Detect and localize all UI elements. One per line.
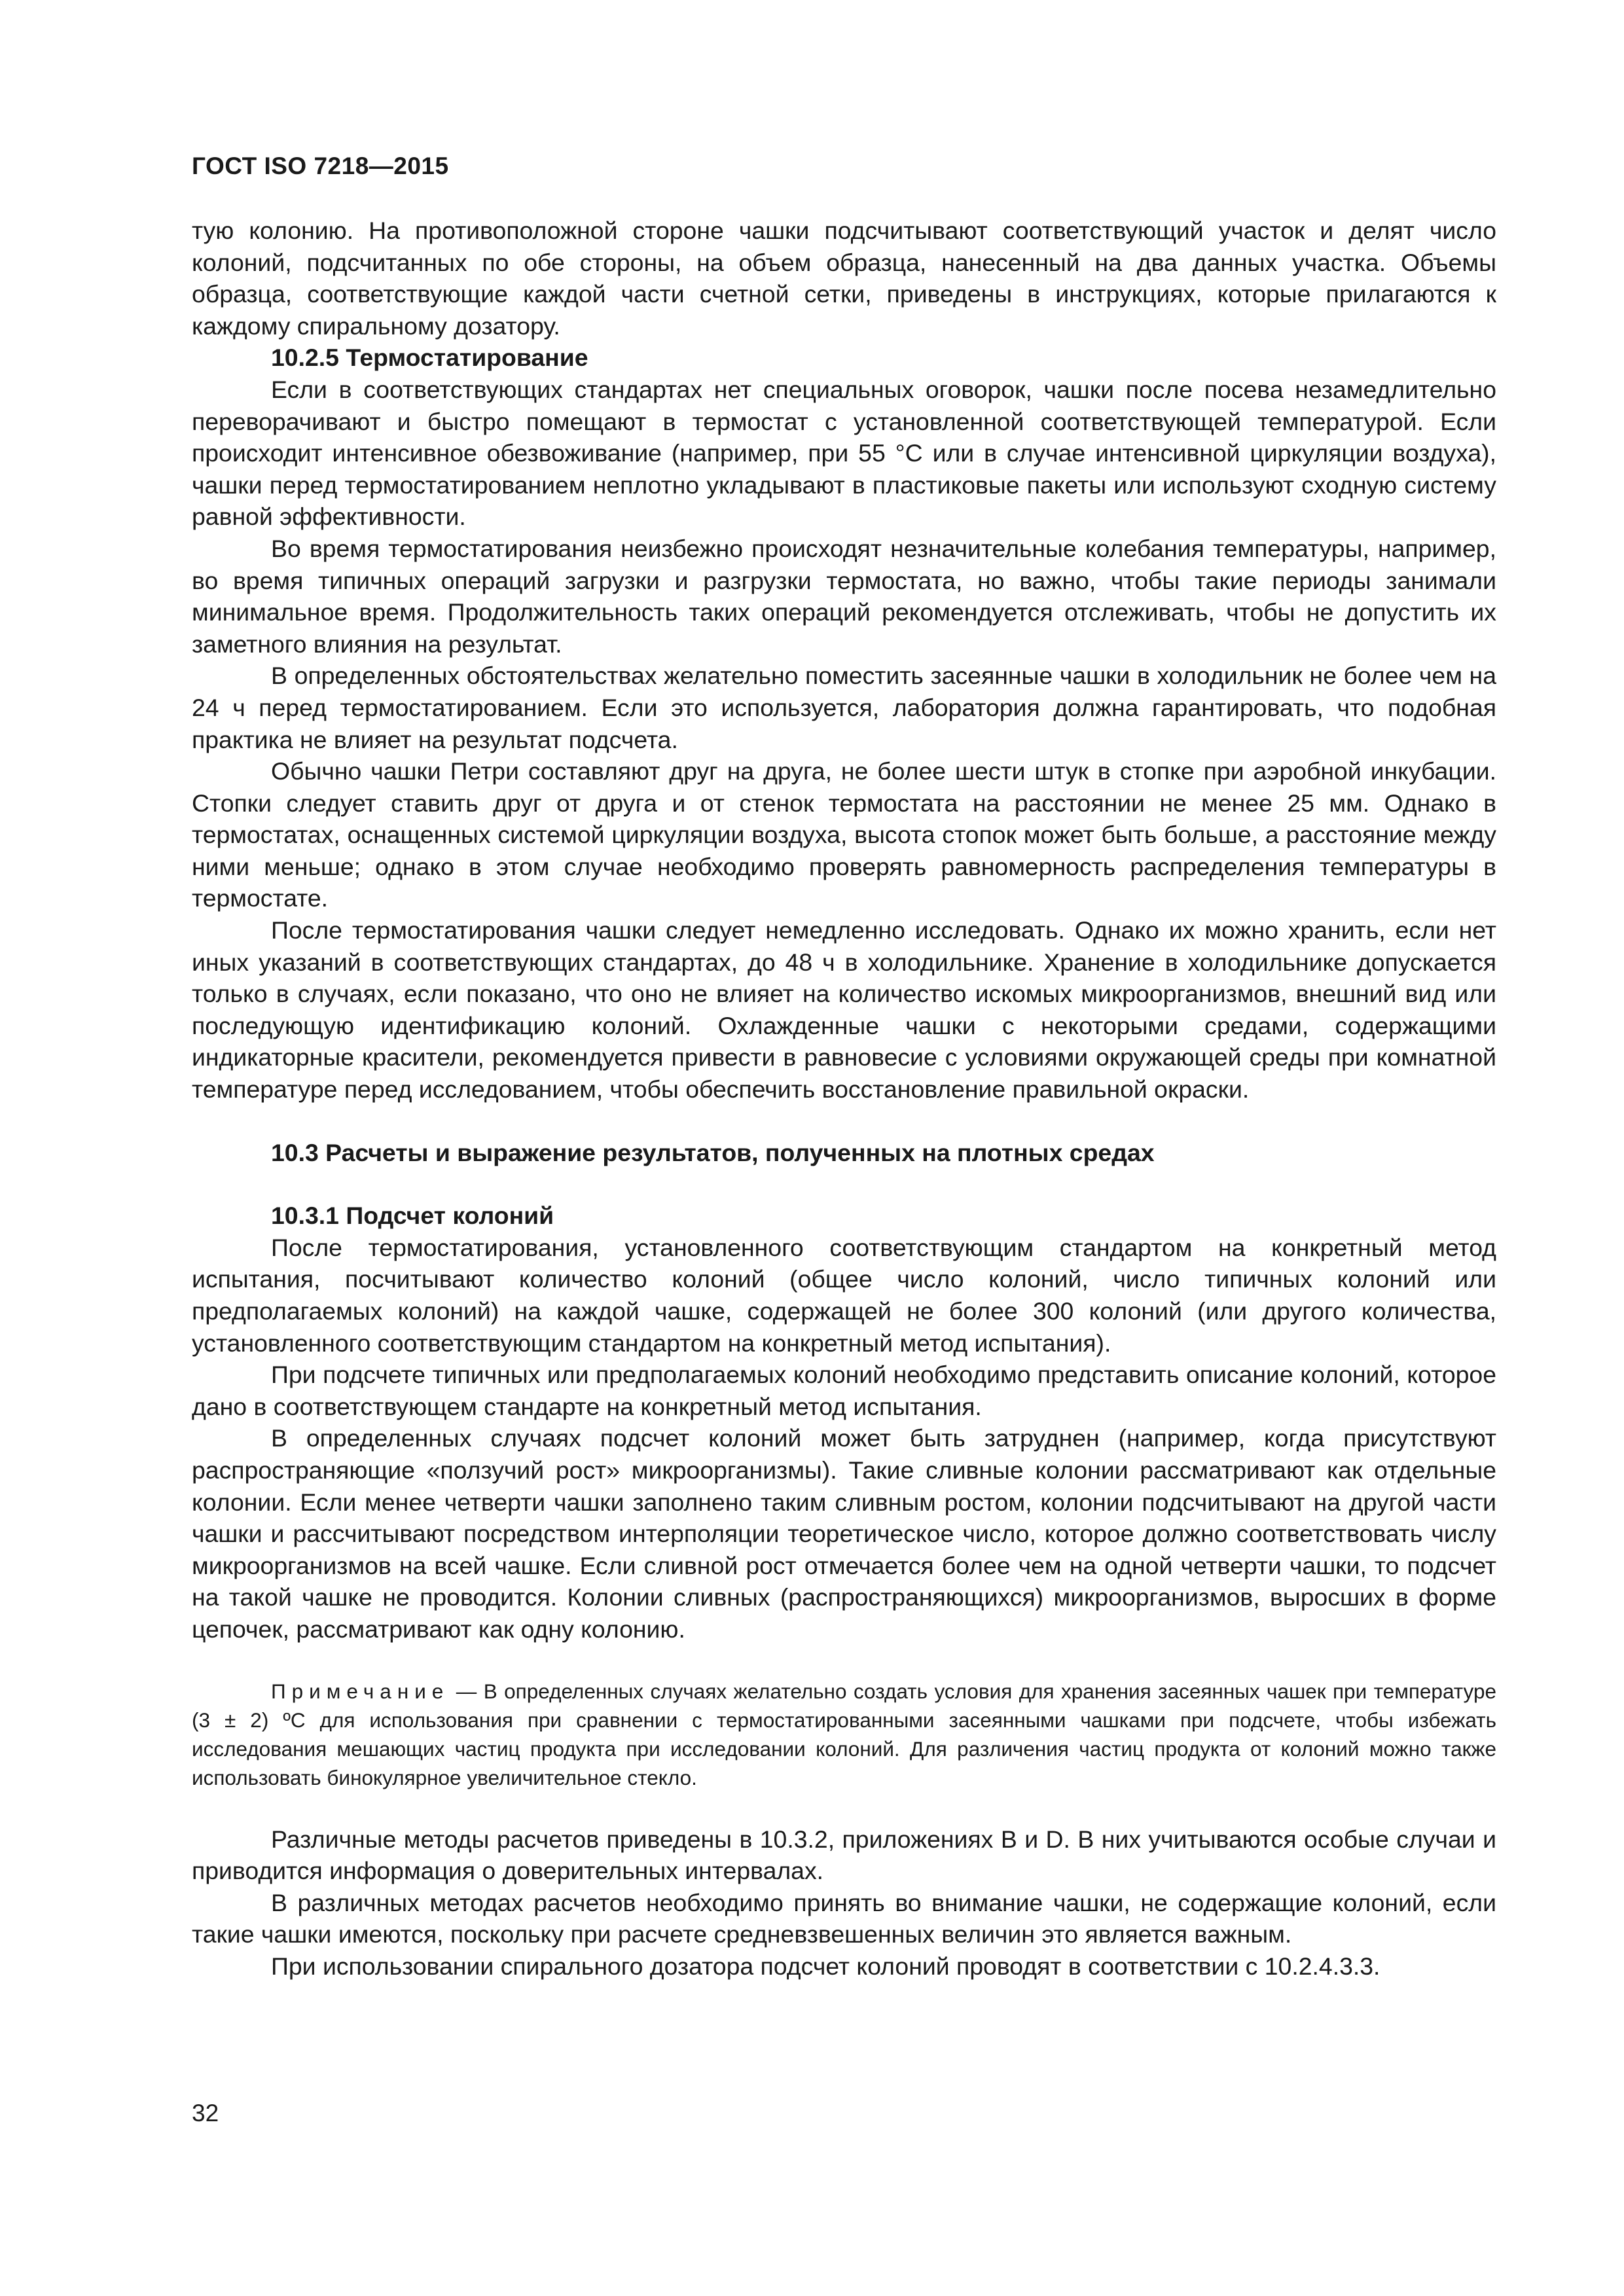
page-number: 32 [192,2100,219,2126]
heading-10-2-5: 10.2.5 Термостатирование [271,344,588,372]
paragraph: После термостатирования чашки следует немедленно исследовать. Однако их можно хранить, если нет иных указаний в соответствующих стандартах, до 48 ч в холодильнике. Хранение в холодильнике допускается только в случаях, если показано, что оно не влияет на количество искомых микроорганизмов, внешний вид или последующую идентификацию колоний. Охлажденные чашки с некоторыми средами, содержащими индикаторные красители, рекомендуется привести в равновесие с условиями окружающей среды при комнатной температуре перед исследованием, чтобы обеспечить восстановление правильной окраски. [192,916,1496,1103]
note-text-wrapper [192,1677,1496,1792]
heading-10-3-1: 10.3.1 Подсчет колоний [271,1202,554,1230]
note-label: Примечание [271,1679,450,1703]
paragraph: После термостатирования, установленного соответствующим стандартом на конкретный метод испытания, посчитывают количество колоний (общее число колоний, число типичных колоний или предполагаемых колоний) на каждой чашке, содержащей не более 300 колоний (или другого количества, установленного соответствующим стандартом на конкретный метод испытания). [192,1233,1496,1357]
paragraph: В определенных случаях подсчет колоний может быть затруднен (например, когда присутствуют распространяющие «ползучий рост» микроорганизмы). Такие сливные колонии рассматривают как отдельные колонии. Если менее четверти чашки заполнено таким сливным ростом, колонии подсчитывают на другой части чашки и рассчитывают посредством интерполяции теоретическое число, которое должно соответствовать числу микроорганизмов на всей чашке. Если сливной рост отмечается более чем на одной четверти чашки, то подсчет на такой чашке не проводится. Колонии сливных (распространяющихся) микроорганизмов, выросших в форме цепочек, рассматривают как одну колонию. [192,1424,1496,1643]
paragraph: Во время термостатирования неизбежно происходят незначительные колебания температуры, например, во время типичных операций загрузки и разгрузки термостата, но важно, чтобы такие периоды занимали минимальное время. Продолжительность таких операций рекомендуется отслеживать, чтобы не допустить их заметного влияния на результат. [192,534,1496,658]
note-block [192,1677,1496,1792]
paragraph: В определенных обстоятельствах желательно поместить засеянные чашки в холодильник не более чем на 24 ч перед термостатированием. Если это используется, лаборатория должна гарантировать, что подобная практика не влияет на результат подсчета. [192,662,1496,753]
paragraph: Обычно чашки Петри составляют друг на друга, не более шести штук в стопке при аэробной инкубации. Стопки следует ставить друг от друга и от стенок термостата на расстоянии не менее 25 мм. Однако в термостатах, оснащенных системой циркуляции воздуха, высота стопок может быть больше, а расстояние между ними меньше; однако в этом случае необходимо проверять равномерность распределения температуры в термостате. [192,757,1496,912]
standard-header: ГОСТ ISO 7218—2015 [192,152,449,179]
paragraph-continuation: тую колонию. На противоположной стороне чашки подсчитывают соответствующий участок и делят число колоний, подсчитанных по обе стороны, на объем образца, нанесенный на два данных участка. Объемы образца, соответствующие каждой части счетной сетки, приведены в инструкциях, которые прилагаются к каждому спиральному дозатору. [192,217,1496,340]
paragraph: Различные методы расчетов приведены в 10.3.2, приложениях В и D. В них учитываются особые случаи и приводится информация о доверительных интервалах. [192,1825,1496,1885]
paragraph: Если в соответствующих стандартах нет специальных оговорок, чашки после посева незамедлительно переворачивают и быстро помещают в термостат с установленной соответствующей температурой. Если происходит интенсивное обезвоживание (например, при 55 °С или в случае интенсивной циркуляции воздуха), чашки перед термостатированием неплотно укладывают в пластиковые пакеты или используют сходную систему равной эффективности. [192,375,1496,531]
document-body [192,215,1496,1982]
note-text: — В определенных случаях желательно создать условия для хранения засеянных чашек при температуре (3 ± 2) ºС для использования при сравнении с термостатированными засеянными чашками при подсчете, чтобы избежать исследования мешающих частиц продукта при исследовании колоний. Для различения частиц продукта от колоний можно также использовать бинокулярное увеличительное стекло. [192,1679,1496,1789]
heading-10-3: 10.3 Расчеты и выражение результатов, полученных на плотных средах [271,1138,1155,1166]
paragraph: При использовании спирального дозатора подсчет колоний проводят в соответствии с 10.2.4.3.3. [271,1952,1380,1980]
paragraph: В различных методах расчетов необходимо принять во внимание чашки, не содержащие колоний, если такие чашки имеются, поскольку при расчете средневзвешенных величин это является важным. [192,1888,1496,1948]
paragraph: При подсчете типичных или предполагаемых колоний необходимо представить описание колоний, которое дано в соответствующем стандарте на конкретный метод испытания. [192,1361,1496,1420]
